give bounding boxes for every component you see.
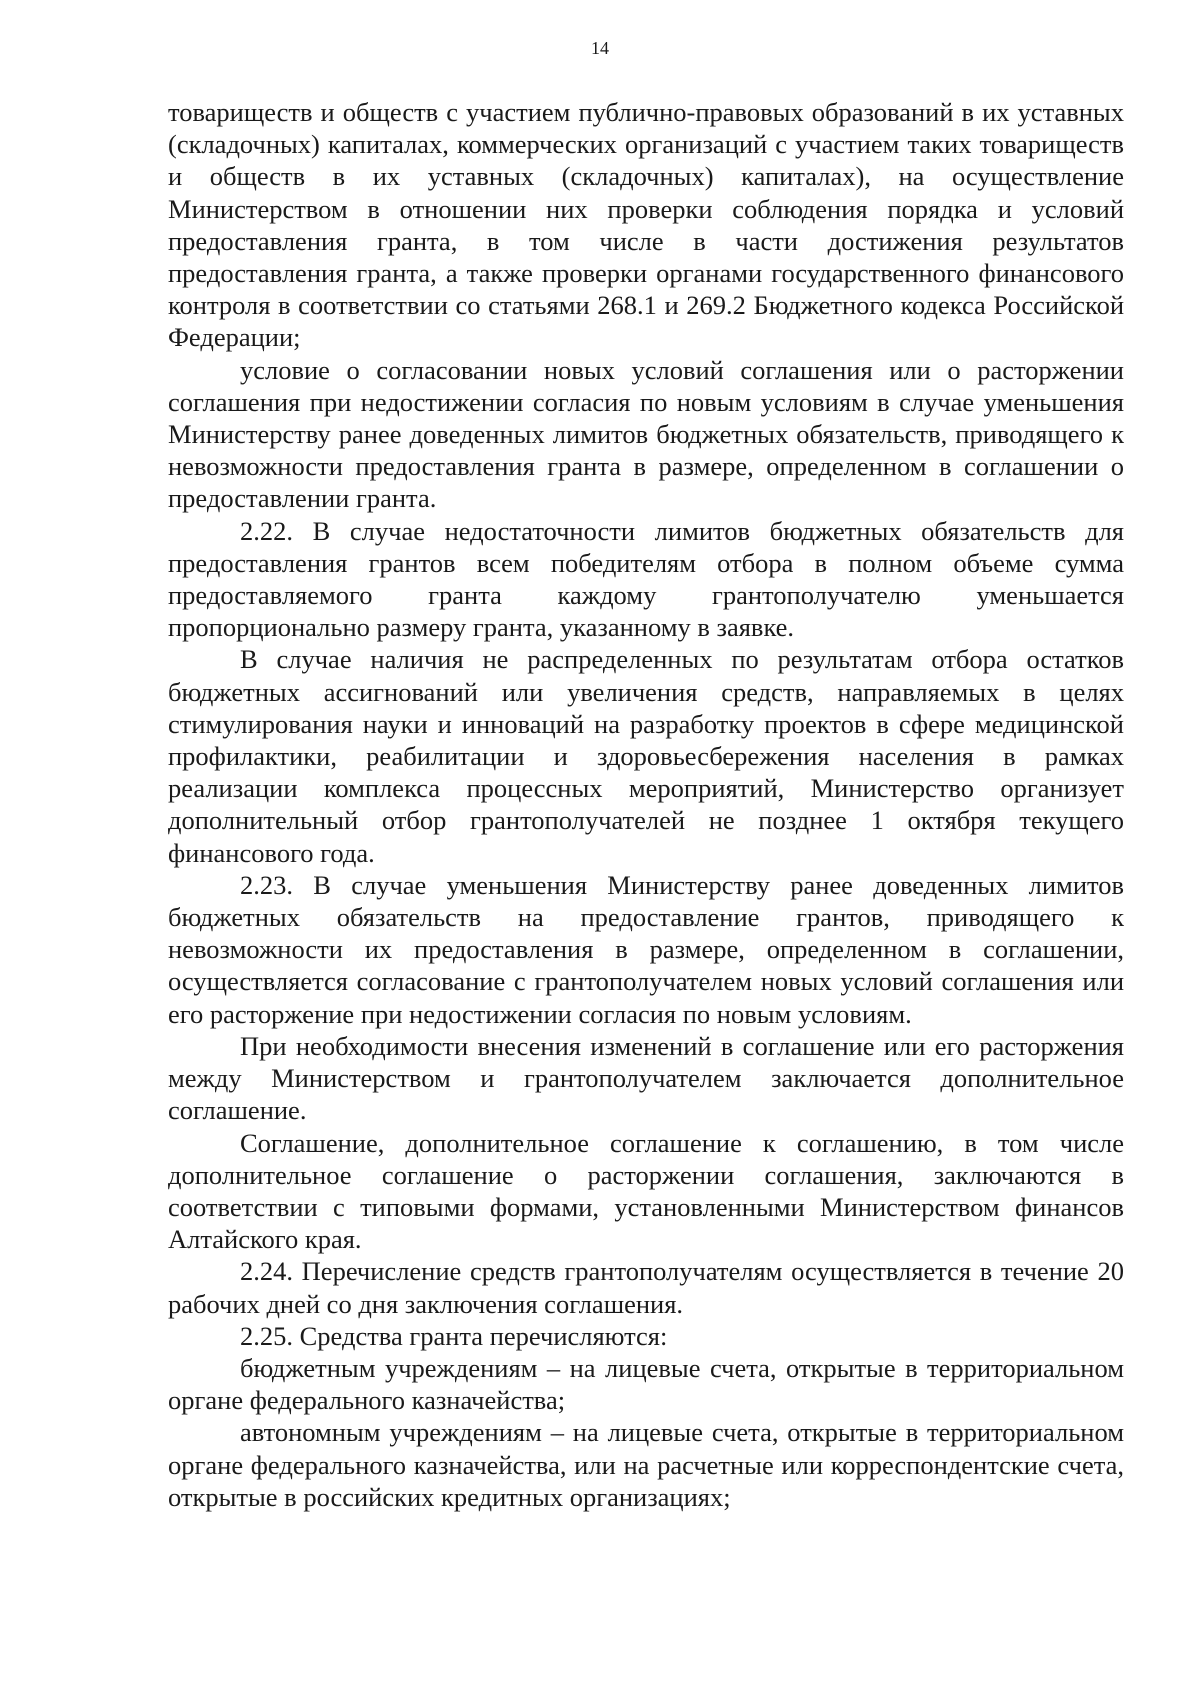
paragraph-autonomous-institutions: автономным учреждениям – на лицевые счета, открытые в территориальном органе федерального казначейства, или на расчетные или корреспондентские счета, открытые в российских кредитных организациях;	[168, 1417, 1124, 1512]
paragraph-additional-selection: В случае наличия не распределенных по результатам отбора остатков бюджетных ассигнований или увеличения средств, направляемых в целях стимулирования науки и инноваций на разработку проектов в сфере медицинской профилактики, реабилитации и здоровьесбережения населения в рамках реализации комплекса процессных мероприятий, Министерство организует дополнительный отбор грантополучателей не позднее 1 октября текущего финансового года.	[168, 644, 1124, 868]
paragraph-agreement-condition: условие о согласовании новых условий соглашения или о расторжении соглашения при недостижении согласия по новым условиям в случае уменьшения Министерству ранее доведенных лимитов бюджетных обязательств, приводящего к невозможности предоставления гранта в размере, определенном в соглашении о предоставлении гранта.	[168, 354, 1124, 514]
document-body	[168, 96, 1124, 1513]
paragraph-continuation: товариществ и обществ с участием публично-правовых образований в их уставных (складочных) капиталах, коммерческих организаций с участием таких товариществ и обществ в их уставных (складочных) капиталах), на осуществление Министерством в отношении них проверки соблюдения порядка и условий предоставления гранта, в том числе в части достижения результатов предоставления гранта, а также проверки органами государственного финансового контроля в соответствии со статьями 268.1 и 269.2 Бюджетного кодекса Российской Федерации;	[168, 97, 1124, 353]
paragraph-typical-forms: Соглашение, дополнительное соглашение к соглашению, в том числе дополнительное соглашение о расторжении соглашения, заключаются в соответствии с типовыми формами, установленными Министерством финансов Алтайского края.	[168, 1127, 1124, 1255]
paragraph-2-24: 2.24. Перечисление средств грантополучателям осуществляется в течение 20 рабочих дней со дня заключения соглашения.	[168, 1256, 1124, 1319]
page-number: 14	[591, 38, 609, 58]
paragraph-2-23: 2.23. В случае уменьшения Министерству ранее доведенных лимитов бюджетных обязательств на предоставление грантов, приводящего к невозможности их предоставления в размере, определенном в соглашении, осуществляется согласование с грантополучателем новых условий соглашения или его расторжение при недостижении согласия по новым условиям.	[168, 869, 1124, 1029]
paragraph-2-25: 2.25. Средства гранта перечисляются:	[240, 1320, 668, 1351]
paragraph-2-22: 2.22. В случае недостаточности лимитов бюджетных обязательств для предоставления грантов всем победителям отбора в полном объеме сумма предоставляемого гранта каждому грантополучателю уменьшается пропорционально размеру гранта, указанному в заявке.	[168, 515, 1124, 643]
paragraph-budget-institutions: бюджетным учреждениям – на лицевые счета, открытые в территориальном органе федерального казначейства;	[168, 1352, 1124, 1416]
paragraph-amendments: При необходимости внесения изменений в соглашение или его расторжения между Министерством и грантополучателем заключается дополнительное соглашение.	[168, 1030, 1124, 1126]
